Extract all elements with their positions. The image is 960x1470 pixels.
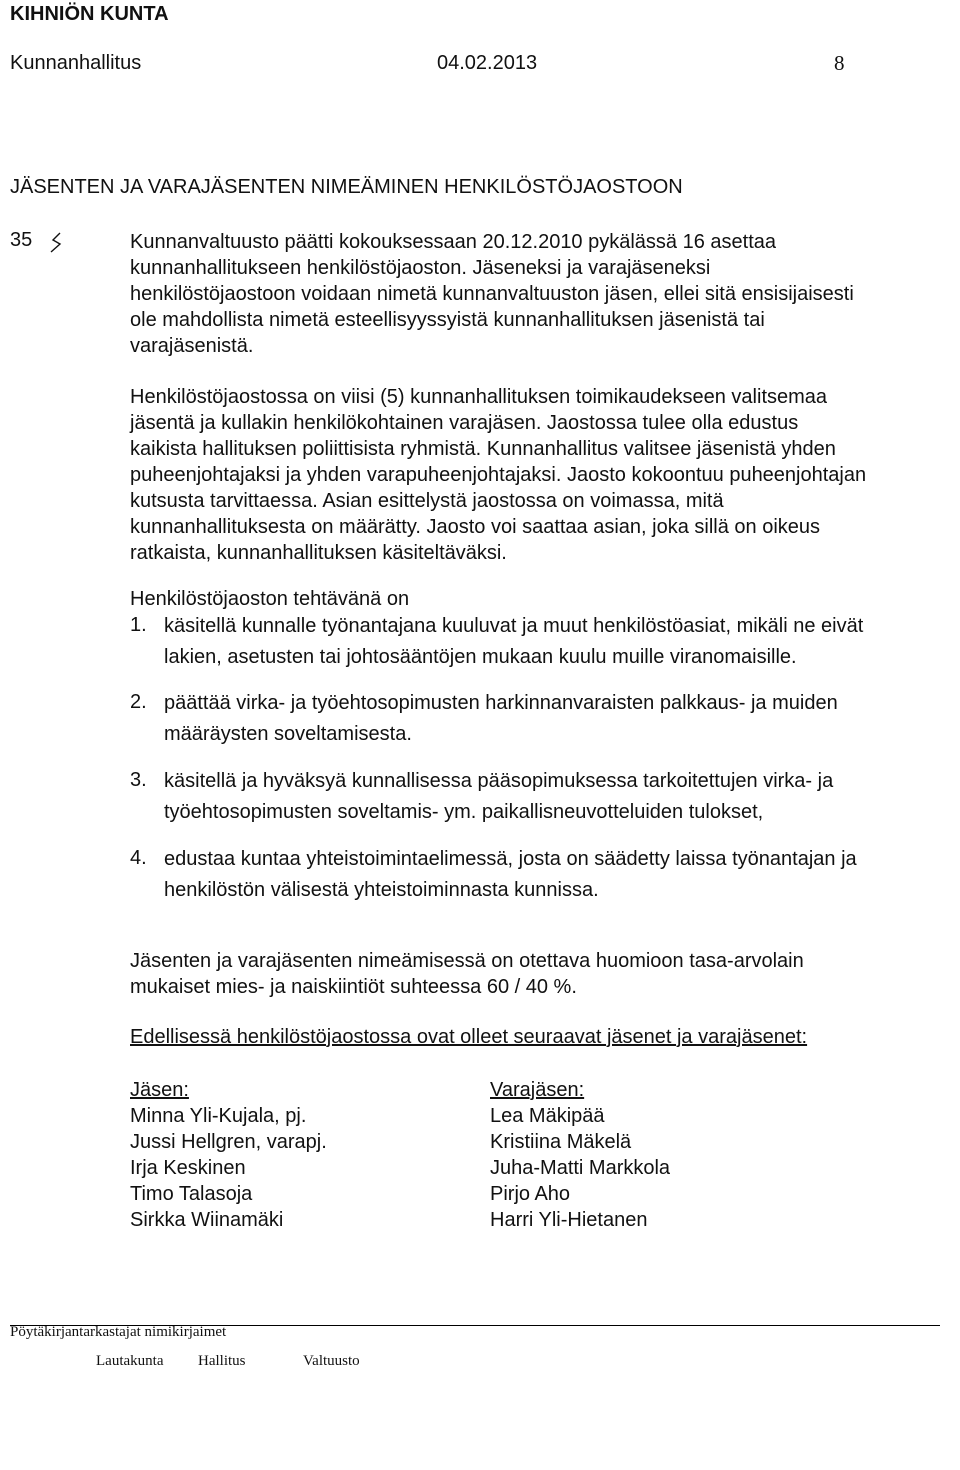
paragraph-line: mukaiset mies- ja naiskiintiöt suhteessa 60 / 40 %. <box>130 976 577 998</box>
paragraph-3 <box>130 948 945 1000</box>
paragraph-line: varajäsenistä. <box>130 335 254 357</box>
duty-line: työehtosopimusten soveltamis- ym. paikallisneuvotteluiden tulokset, <box>164 801 764 823</box>
duty-line: henkilöstön välisestä yhteistoiminnasta kunnissa. <box>164 879 599 901</box>
deputy-name: Kristiina Mäkelä <box>490 1131 632 1153</box>
paragraph-line: Henkilöstöjaostossa on viisi (5) kunnanhallituksen toimikaudekseen valitsemaa <box>130 386 828 408</box>
footer-column-label: Lautakunta <box>96 1353 164 1369</box>
duty-text <box>164 688 838 750</box>
paragraph-line: kaikista hallituksen poliittisista ryhmistä. Kunnanhallitus valitsee jäsenistä yhden <box>130 438 836 460</box>
paragraph-line: Jäsenten ja varajäsenten nimeämisessä on otettava huomioon tasa-arvolain <box>130 950 804 972</box>
deputy-name: Pirjo Aho <box>490 1183 571 1205</box>
paragraph-line: kunnanhallitukseen henkilöstöjaoston. Jäseneksi ja varajäseneksi <box>130 257 711 279</box>
duty-number: 3. <box>130 769 147 791</box>
duty-line: käsitellä ja hyväksyä kunnallisessa pääsopimuksessa tarkoitettujen virka- ja <box>164 770 834 792</box>
section-number: 35 <box>10 229 33 251</box>
duty-number: 4. <box>130 847 147 869</box>
section-title: JÄSENTEN JA VARAJÄSENTEN NIMEÄMINEN HENKILÖSTÖJAOSTOON <box>10 176 683 198</box>
page-number: 8 <box>834 51 845 75</box>
member-name: Irja Keskinen <box>130 1157 246 1179</box>
paragraph-line: Kunnanvaltuusto päätti kokouksessaan 20.12.2010 pykälässä 16 asettaa <box>130 231 777 253</box>
deputy-name: Lea Mäkipää <box>490 1105 605 1127</box>
meeting-date: 04.02.2013 <box>437 52 538 74</box>
footer-title: Pöytäkirjantarkastajat nimikirjaimet <box>10 1324 227 1340</box>
duty-line: määräysten soveltamisesta. <box>164 723 412 745</box>
duty-number: 1. <box>130 614 147 636</box>
deputies-header: Varajäsen: <box>490 1079 585 1101</box>
paragraph-line: kutsusta tarvittaessa. Asian esittelystä jaostossa on voimassa, mitä <box>130 490 724 512</box>
deputy-name: Harri Yli-Hietanen <box>490 1209 648 1231</box>
duty-line: päättää virka- ja työehtosopimusten harkinnanvaraisten palkkaus- ja muiden <box>164 692 838 714</box>
duty-line: lakien, asetusten tai johtosääntöjen mukaan kuulu muille viranomaisille. <box>164 646 797 668</box>
previous-members-heading: Edellisessä henkilöstöjaostossa ovat olleet seuraavat jäsenet ja varajäsenet: <box>130 1026 808 1048</box>
duties-intro: Henkilöstöjaoston tehtävänä on <box>130 588 410 610</box>
deputies-column <box>490 1077 670 1233</box>
member-name: Jussi Hellgren, varapj. <box>130 1131 327 1153</box>
footer-column-label: Hallitus <box>198 1353 246 1369</box>
duty-text <box>164 766 833 828</box>
paragraph-line: jäsentä ja kullakin henkilökohtainen varajäsen. Jaostossa tulee olla edustus <box>130 412 799 434</box>
paragraph-line: kunnanhallituksesta on määrätty. Jaosto voi saattaa asian, joka sillä on oikeus <box>130 516 821 538</box>
duty-line: edustaa kuntaa yhteistoimintaelimessä, josta on säädetty laissa työnantajan ja <box>164 848 857 870</box>
section-sign-icon <box>46 228 64 258</box>
paragraph-line: ole mahdollista nimetä esteellisyyssyistä kunnanhallituksen jäsenistä tai <box>130 309 765 331</box>
duty-number: 2. <box>130 691 147 713</box>
paragraph-line: puheenjohtajaksi ja yhden varapuheenjohtajaksi. Jaosto kokoontuu puheenjohtajan <box>130 464 867 486</box>
paragraph-line: ratkaista, kunnanhallituksen käsiteltäväksi. <box>130 542 507 564</box>
meeting-body: Kunnanhallitus <box>10 52 142 74</box>
members-column <box>130 1077 327 1233</box>
duty-line: käsitellä kunnalle työnantajana kuuluvat ja muut henkilöstöasiat, mikäli ne eivät <box>164 615 864 637</box>
duty-text <box>164 844 857 906</box>
paragraph-line: henkilöstöjaostoon voidaan nimetä kunnanvaltuuston jäsen, ellei sitä ensisijaisesti <box>130 283 854 305</box>
duty-text <box>164 611 863 673</box>
organization-name: KIHNIÖN KUNTA <box>10 3 169 25</box>
deputy-name: Juha-Matti Markkola <box>490 1157 671 1179</box>
footer-column-label: Valtuusto <box>303 1353 360 1369</box>
member-name: Minna Yli-Kujala, pj. <box>130 1105 307 1127</box>
member-name: Sirkka Wiinamäki <box>130 1209 284 1231</box>
members-header: Jäsen: <box>130 1079 189 1101</box>
member-name: Timo Talasoja <box>130 1183 253 1205</box>
paragraph-1 <box>130 229 945 359</box>
paragraph-2 <box>130 384 945 566</box>
